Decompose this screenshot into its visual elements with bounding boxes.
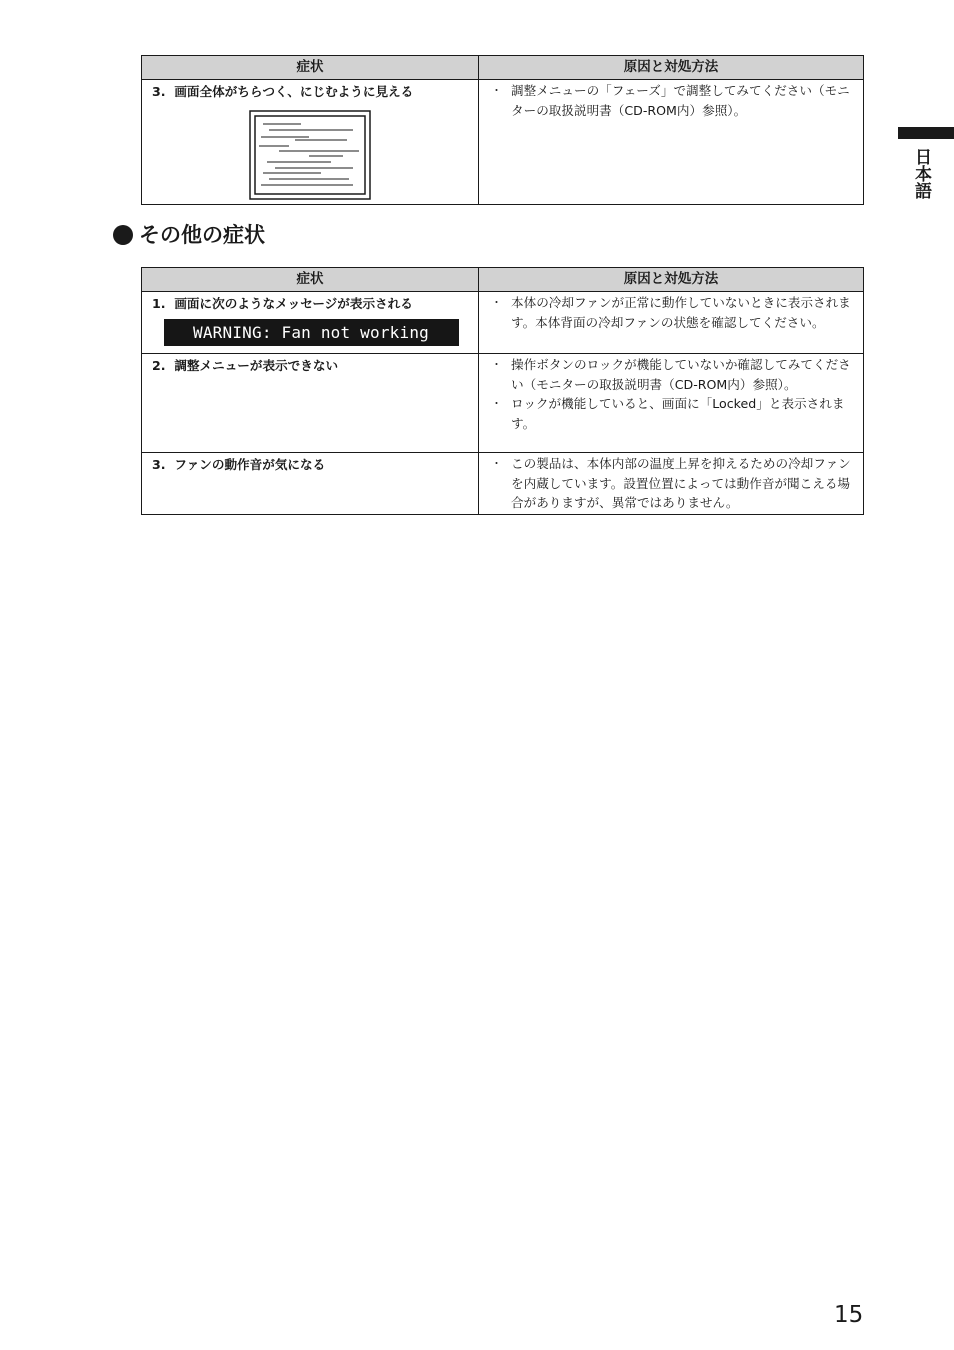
symptom-cell — [142, 80, 479, 205]
remedy-list — [494, 81, 859, 120]
list-item: ・ この製品は、本体内部の温度上昇を抑えるための冷却ファンを内蔵しています。設置位置によっては動作音が聞こえる場合がありますが、異常ではありません。 — [494, 454, 859, 513]
flicker-screen-illustration — [249, 110, 371, 200]
remedy-list — [494, 355, 859, 433]
bullet-circle-icon — [113, 225, 133, 245]
page-number: 15 — [834, 1302, 864, 1328]
remedy-list — [494, 454, 859, 513]
table-row — [142, 80, 864, 205]
section-title: その他の症状 — [113, 220, 265, 250]
symptom-text: 1. 画面に次のようなメッセージが表示される — [152, 296, 413, 311]
symptom-cell — [142, 292, 479, 354]
warning-message-display: WARNING: Fan not working — [164, 319, 459, 346]
list-item: ・ 本体の冷却ファンが正常に動作していないときに表示されます。本体背面の冷却ファンの状態を確認してください。 — [494, 293, 859, 332]
symptom-text: 3. ファンの動作音が気になる — [152, 457, 326, 472]
remedy-cell — [479, 453, 864, 515]
list-item: ・ 操作ボタンのロックが機能していないか確認してみてください（モニターの取扱説明書（CD-ROM内）参照）。 — [494, 355, 859, 394]
table-row — [142, 354, 864, 453]
remedy-cell — [479, 354, 864, 453]
table-header-row — [142, 268, 864, 292]
table-row — [142, 292, 864, 354]
list-item: ・ ロックが機能していると、画面に「Locked」と表示されます。 — [494, 394, 859, 433]
symptom-column-header: 症状 — [142, 268, 479, 292]
symptom-column-header: 症状 — [142, 56, 479, 80]
table-row — [142, 453, 864, 515]
symptom-cell — [142, 453, 479, 515]
troubleshooting-table-display — [141, 55, 864, 205]
remedy-column-header: 原因と対処方法 — [479, 56, 864, 80]
troubleshooting-table-other — [141, 267, 864, 515]
remedy-cell — [479, 80, 864, 205]
remedy-list — [494, 293, 859, 332]
language-label: 日本語 — [911, 148, 931, 199]
language-tab-marker — [898, 127, 954, 139]
list-item: ・ 調整メニューの「フェーズ」で調整してみてください（モニターの取扱説明書（CD-ROM内）参照）。 — [494, 81, 859, 120]
symptom-cell — [142, 354, 479, 453]
symptom-text: 2. 調整メニューが表示できない — [152, 358, 339, 373]
symptom-text: 3. 画面全体がちらつく、にじむように見える — [152, 84, 414, 99]
remedy-cell — [479, 292, 864, 354]
remedy-column-header: 原因と対処方法 — [479, 268, 864, 292]
table-header-row — [142, 56, 864, 80]
